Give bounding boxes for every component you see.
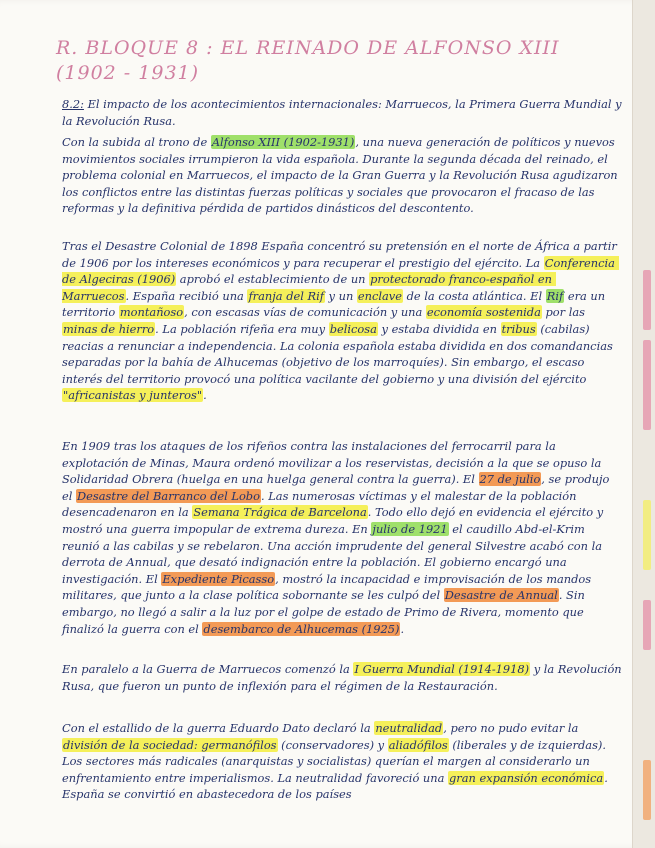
section-subtitle [62, 96, 626, 129]
highlight-edge-mark [643, 760, 651, 820]
text-run: . Sin embargo, no llegó a salir a la luz por el golpe de estado de Primo de Rivera, momento que finalizó la guerra con el [62, 588, 589, 636]
text-run: . España se convirtió en abastecedora de los países [62, 770, 612, 802]
text-run: . España recibió una [125, 288, 248, 303]
highlighted-text: tribus [501, 321, 536, 336]
highlight-edge-mark [643, 340, 651, 430]
text-run: En 1909 tras los ataques de los rifeños contra las instalaciones del ferrocarril para la explotación de Minas, Maura ordenó movilizar a los reservistas, decisión a la que se opuso la Solidaridad Obrera (huelga en una huelga general contra la guerra). El [62, 439, 605, 487]
paragraph-marruecos [62, 238, 622, 404]
text-run: , pero no pudo evitar la [443, 721, 582, 735]
intro-paragraph [62, 134, 622, 217]
text-run: . La población rifeña era muy [155, 321, 329, 336]
text-run: el caudillo Abd-el-Krim reunió a las cabilas y se rebelaron. Una acción imprudente del general Silvestre acabó con la derrota de Annual, que desató indignación entre la población. El gobierno encargó una investigación. El [62, 521, 606, 586]
text-run: Con la subida al trono de [62, 135, 211, 149]
text-run: , una nueva generación de políticos y nuevos movimientos sociales irrumpieron la vida española. Durante la segunda década del reinado, el problema colonial en Marruecos, el impacto de la Gran Guerra y la Revolución Rusa agudizaron los conflictos entre las distintas fuerzas políticas y sociales que provocaron el fracaso de las reformas y la definitiva pérdida de partidos dinásticos del descontento. [62, 135, 622, 216]
text-run: , mostró la incapacidad e improvisación de los mandos militares, que junto a la clase política sobornante se les culpó del [62, 571, 595, 603]
highlighted-text: neutralidad [375, 721, 443, 735]
highlighted-text: belicosa [329, 321, 377, 336]
highlighted-text: gran expansión económica [449, 770, 604, 785]
highlighted-text: Desastre de Annual [444, 588, 558, 603]
highlighted-text: enclave [357, 288, 402, 303]
section-subtitle-text: El impacto de los acontecimientos internacionales: Marruecos, la Primera Guerra Mundial y la Revolución Rusa. [62, 97, 626, 128]
paragraph-guerra-marruecos [62, 438, 622, 637]
highlighted-text: Semana Trágica de Barcelona [193, 505, 367, 520]
page-title [56, 36, 616, 86]
highlighted-text: franja del Rif [248, 288, 324, 303]
page-right-margin [632, 0, 655, 848]
text-run: . [400, 621, 405, 636]
text-run: y estaba dividida en [377, 321, 501, 336]
highlight-edge-mark [643, 270, 651, 330]
text-run: En paralelo a la Guerra de Marruecos comenzó la [62, 662, 354, 676]
text-run: , se produjo el [62, 472, 613, 503]
highlighted-text: Alfonso XIII (1902-1931) [211, 135, 355, 149]
highlighted-text: Expediente Picasso [162, 571, 275, 586]
section-number: 8.2: [62, 97, 84, 111]
highlighted-text: montañoso [119, 305, 184, 320]
highlighted-text: 27 de julio [479, 472, 541, 487]
highlighted-text: desembarco de Alhucemas (1925) [203, 621, 400, 636]
highlighted-text: división de la sociedad: germanófilos [63, 737, 277, 752]
title-line-2: (1902 - 1931) [56, 62, 200, 84]
text-run: era un territorio [62, 288, 609, 320]
text-run: aprobó el establecimiento de un [176, 272, 370, 287]
paragraph-neutralidad [62, 720, 622, 803]
text-run: Tras el Desastre Colonial de 1898 España concentró su pretensión en el norte de África a partir de 1906 por los intereses económicos y para recuperar el prestigio del ejército. La [62, 239, 621, 270]
highlighted-text: julio de 1921 [372, 521, 448, 536]
highlighted-text: Conferencia de Algeciras (1906) [62, 255, 619, 287]
text-run: (liberales y de izquierdas). Los sectores más radicales (anarquistas y socialistas) querían el margen al considerarlo un enfrentamiento entre imperialismos. La neutralidad favoreció una [62, 737, 610, 785]
text-run: Con el estallido de la guerra Eduardo Dato declaró la [62, 721, 375, 735]
highlight-edge-mark [643, 500, 651, 570]
highlighted-text: minas de hierro [63, 321, 155, 336]
paragraph-primera-guerra [62, 661, 626, 694]
highlighted-text: "africanistas y junteros" [63, 388, 203, 403]
text-run: por las [541, 305, 589, 320]
text-run: (conservadores) y [277, 737, 388, 752]
highlighted-text: aliadófilos [388, 737, 448, 752]
text-run: y la Revolución Rusa, que fueron un punto de inflexión para el régimen de la Restauración. [62, 662, 626, 693]
text-run: . Todo ello dejó en evidencia el ejército y mostró una guerra impopular de extrema dureza. En [62, 505, 607, 536]
highlighted-text: Desastre del Barranco del Lobo [77, 488, 260, 503]
text-run: . [203, 388, 207, 403]
title-line-1: R. BLOQUE 8 : EL REINADO DE ALFONSO XIII [56, 37, 560, 59]
text-run: (cabilas) reacias a renunciar a independencia. La colonia española estaba dividida en dos comandancias separadas por la bahía de Alhucemas (objetivo de los marroquíes). Sin embargo, el escaso interés del territorio provocó una política vacilante del gobierno y una división del ejército [62, 321, 617, 386]
highlighted-text: I Guerra Mundial (1914-1918) [354, 662, 530, 676]
text-run: , con escasas vías de comunicación y una [184, 305, 426, 320]
text-run: . Las numerosas víctimas y el malestar de la población desencadenaron en la [62, 488, 581, 520]
text-run: de la costa atlántica. El [403, 288, 546, 303]
highlight-edge-mark [643, 600, 651, 650]
highlighted-text: Rif [546, 288, 564, 303]
highlighted-text: protectorado franco-español en Marruecos [62, 272, 556, 303]
text-run: y un [324, 288, 357, 303]
highlighted-text: economía sostenida [426, 305, 541, 320]
